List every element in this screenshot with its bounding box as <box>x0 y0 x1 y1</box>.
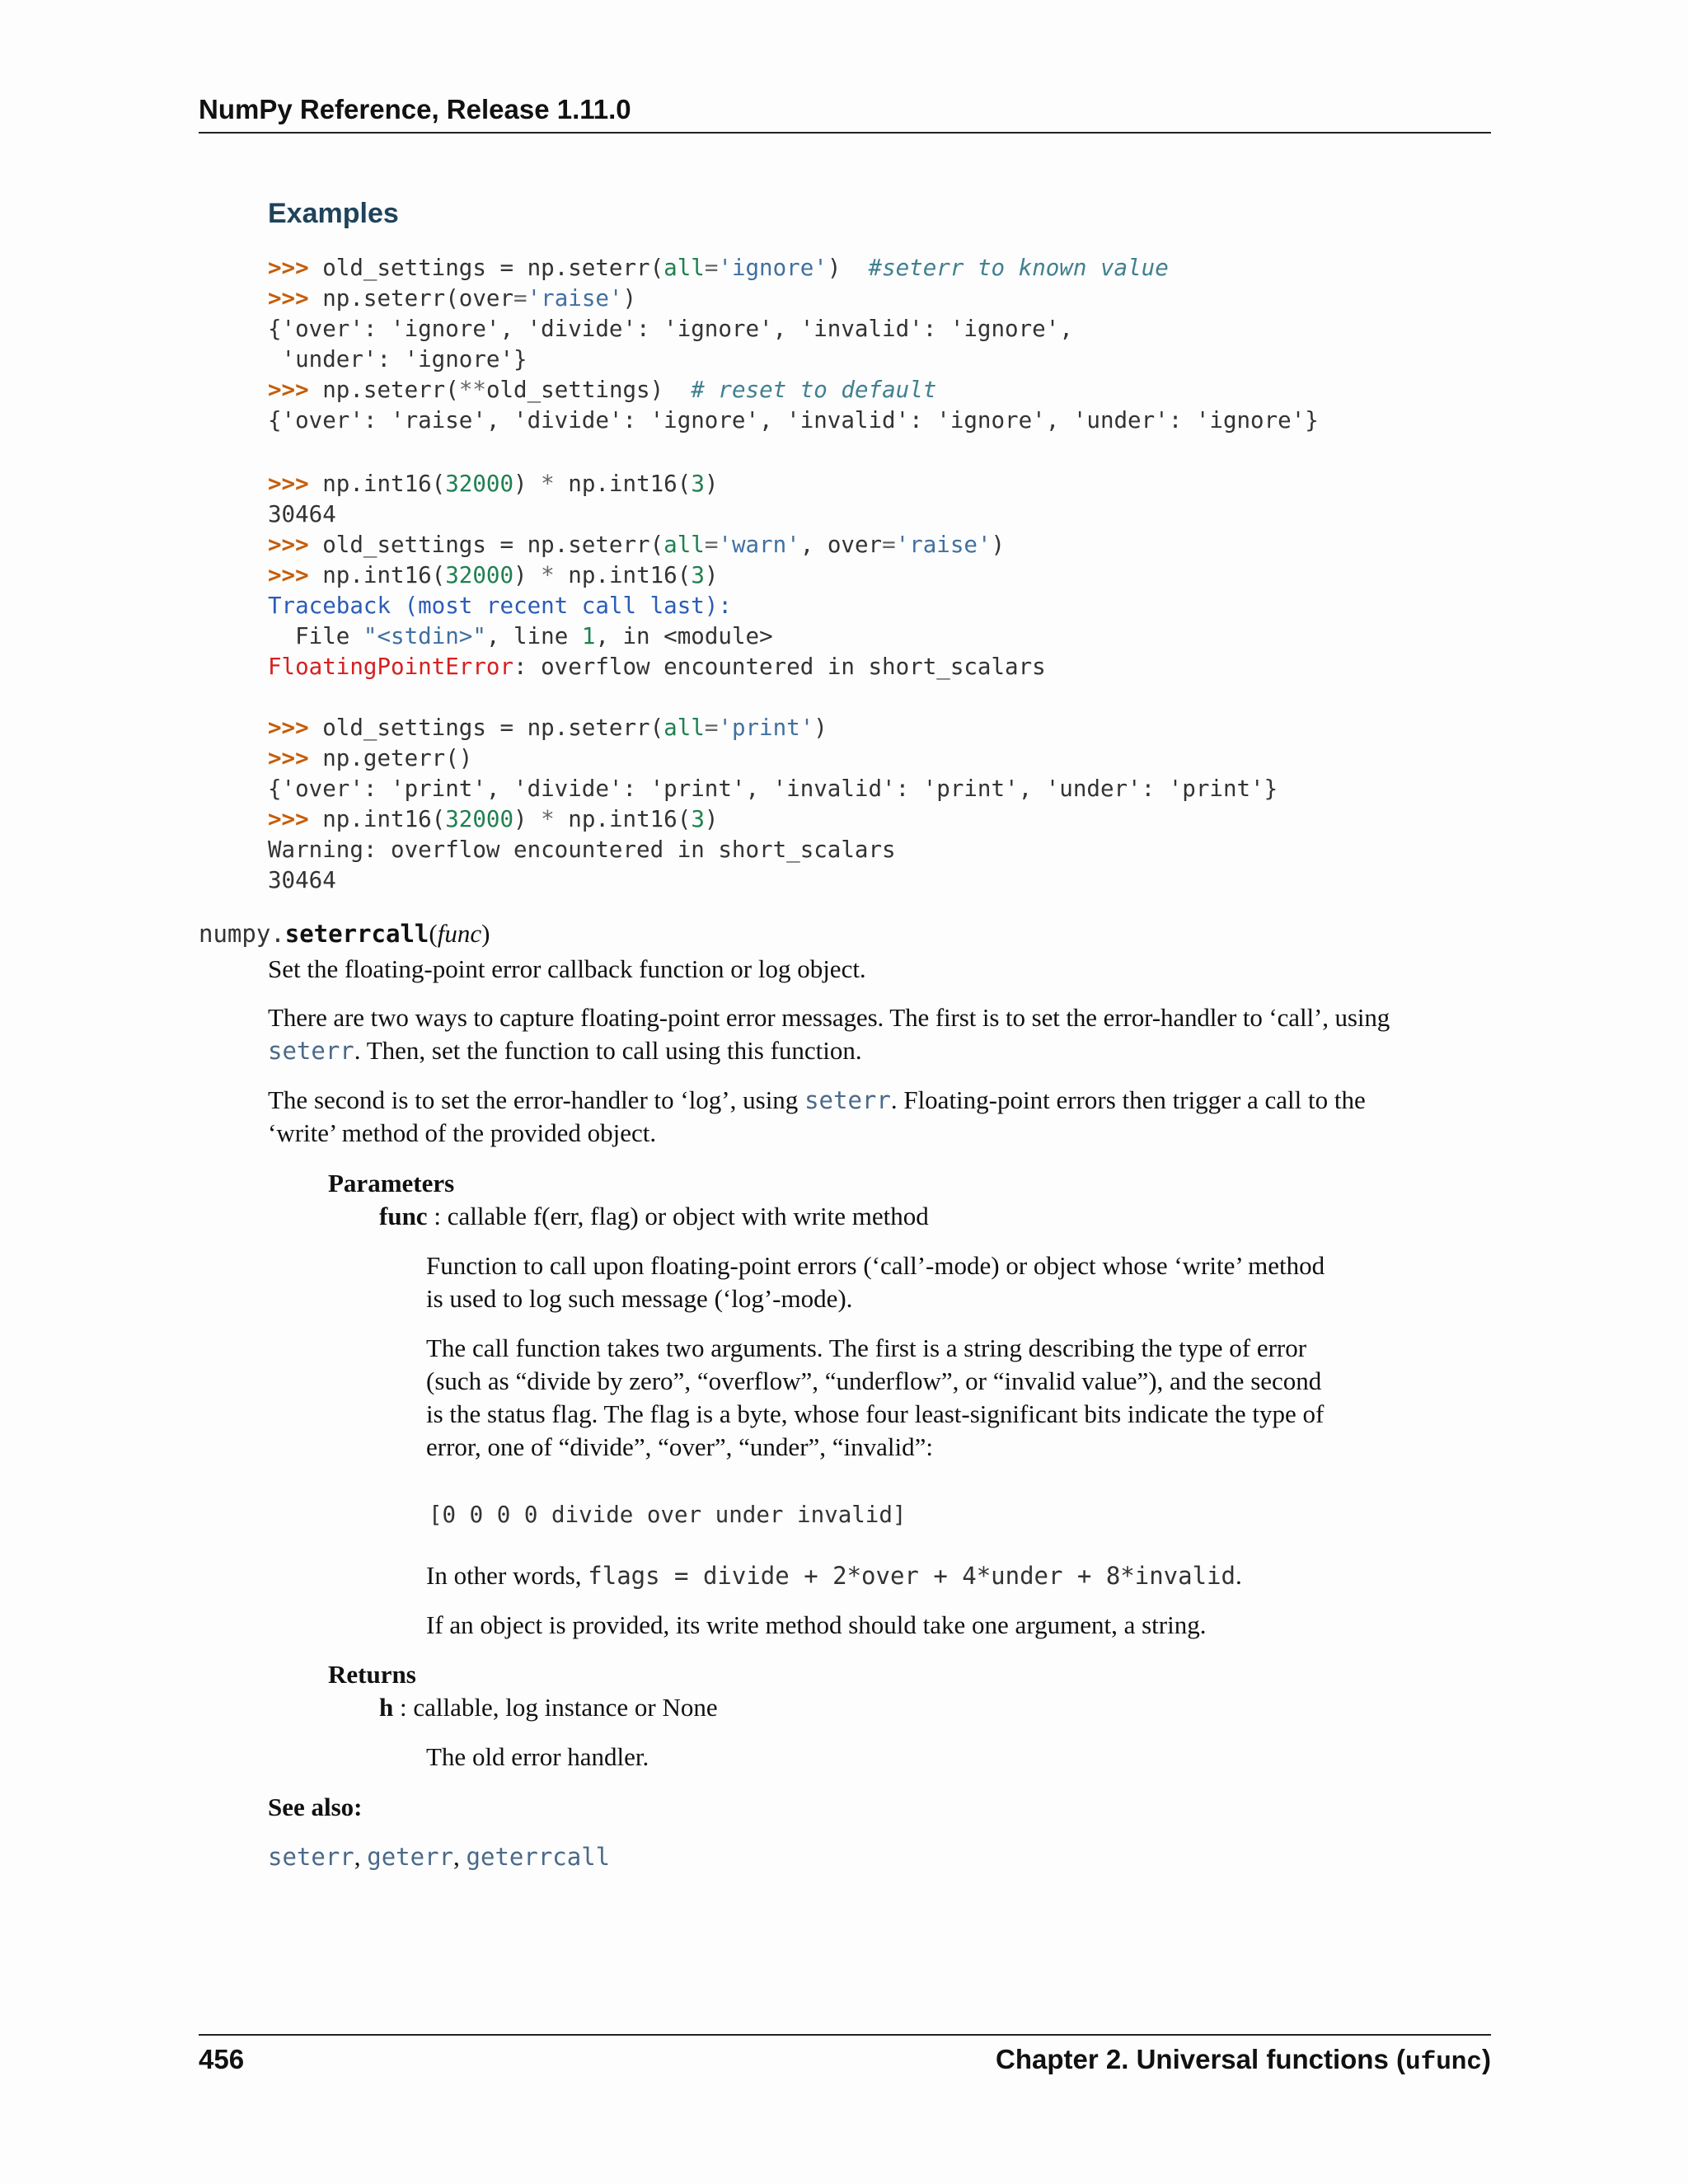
code-line: >>> np.seterr(**old_settings) # reset to default <box>268 377 937 403</box>
param-func: func : callable f(err, flag) or object with write method <box>379 1202 929 1230</box>
code-line: {'over': 'print', 'divide': 'print', 'invalid': 'print', 'under': 'print'} <box>268 776 1278 802</box>
code-line: {'over': 'ignore', 'divide': 'ignore', 'invalid': 'ignore', <box>268 316 1073 342</box>
code-block-1 <box>268 253 1319 436</box>
examples-heading: Examples <box>268 198 399 229</box>
description-summary: Set the floating-point error callback function or log object. <box>268 954 866 983</box>
code-line: >>> old_settings = np.seterr(all='ignore') #seterr to known value <box>268 255 1169 281</box>
param-desc-2: The call function takes two arguments. The first is a string describing the type of error (such as “divide by zero”, “overflow”, “underflow”, or “invalid value”), and the second is the status flag. The flag is a byte, whose four least-significant bits indicate the type of error, one of “divide”, “over”, “under”, “invalid”: <box>426 1333 1325 1461</box>
chapter-title: Chapter 2. Universal functions (ufunc) <box>996 2044 1491 2077</box>
code-line: Traceback (most recent call last): <box>268 593 732 619</box>
code-line: 'under': 'ignore'} <box>268 346 528 373</box>
return-desc: The old error handler. <box>426 1742 649 1771</box>
code-line: >>> np.int16(32000) * np.int16(3) <box>268 806 719 832</box>
page-number: 456 <box>199 2044 245 2074</box>
flag-bits-code: [0 0 0 0 divide over under invalid] <box>429 1502 907 1528</box>
code-line: >>> np.geterr() <box>268 745 473 771</box>
description-paragraph-3: The second is to set the error-handler to ‘log’, using seterr. Floating-point errors then trigger a call to the ‘write’ method of the provided object. <box>268 1085 1366 1147</box>
header-title: NumPy Reference, Release 1.11.0 <box>199 94 631 124</box>
geterr-link[interactable]: geterr <box>367 1843 454 1871</box>
function-signature: numpy.seterrcall(func) <box>199 919 490 948</box>
seterr-link[interactable]: seterr <box>268 1037 354 1065</box>
code-line: File "<stdin>", line 1, in <module> <box>268 623 773 649</box>
description-paragraph-2: There are two ways to capture floating-point error messages. The first is to set the error-handler to ‘call’, using seterr. Then, set the function to call using this function. <box>268 1003 1390 1065</box>
code-line: >>> np.int16(32000) * np.int16(3) <box>268 471 719 497</box>
page-footer <box>199 2034 1491 2085</box>
code-block-3 <box>268 713 1278 896</box>
code-line: >>> np.seterr(over='raise') <box>268 285 637 312</box>
returns-heading: Returns <box>328 1660 416 1689</box>
return-h: h : callable, log instance or None <box>379 1693 718 1722</box>
geterrcall-link[interactable]: geterrcall <box>466 1843 611 1871</box>
seterr-link[interactable]: seterr <box>804 1086 891 1114</box>
seterr-link[interactable]: seterr <box>268 1843 354 1871</box>
see-also-heading: See also: <box>268 1793 363 1821</box>
code-line: {'over': 'raise', 'divide': 'ignore', 'invalid': 'ignore', 'under': 'ignore'} <box>268 407 1319 434</box>
code-line: 30464 <box>268 501 336 527</box>
see-also-links: seterr, geterr, geterrcall <box>268 1842 611 1871</box>
code-line: Warning: overflow encountered in short_scalars <box>268 837 896 863</box>
code-line: >>> old_settings = np.seterr(all='warn', over='raise') <box>268 532 1006 558</box>
code-line: FloatingPointError: overflow encountered in short_scalars <box>268 654 1046 680</box>
parameters-heading: Parameters <box>328 1169 455 1197</box>
param-desc-4: If an object is provided, its write method should take one argument, a string. <box>426 1610 1207 1639</box>
param-desc-3: In other words, flags = divide + 2*over + 4*under + 8*invalid. <box>426 1561 1242 1590</box>
code-line: 30464 <box>268 867 336 893</box>
running-header <box>199 92 1491 134</box>
code-block-2 <box>268 469 1046 682</box>
param-desc-1: Function to call upon floating-point errors (‘call’-mode) or object whose ‘write’ method is used to log such message (‘log’-mode). <box>426 1251 1325 1313</box>
code-line: >>> old_settings = np.seterr(all='print') <box>268 715 828 741</box>
code-line: >>> np.int16(32000) * np.int16(3) <box>268 562 719 588</box>
